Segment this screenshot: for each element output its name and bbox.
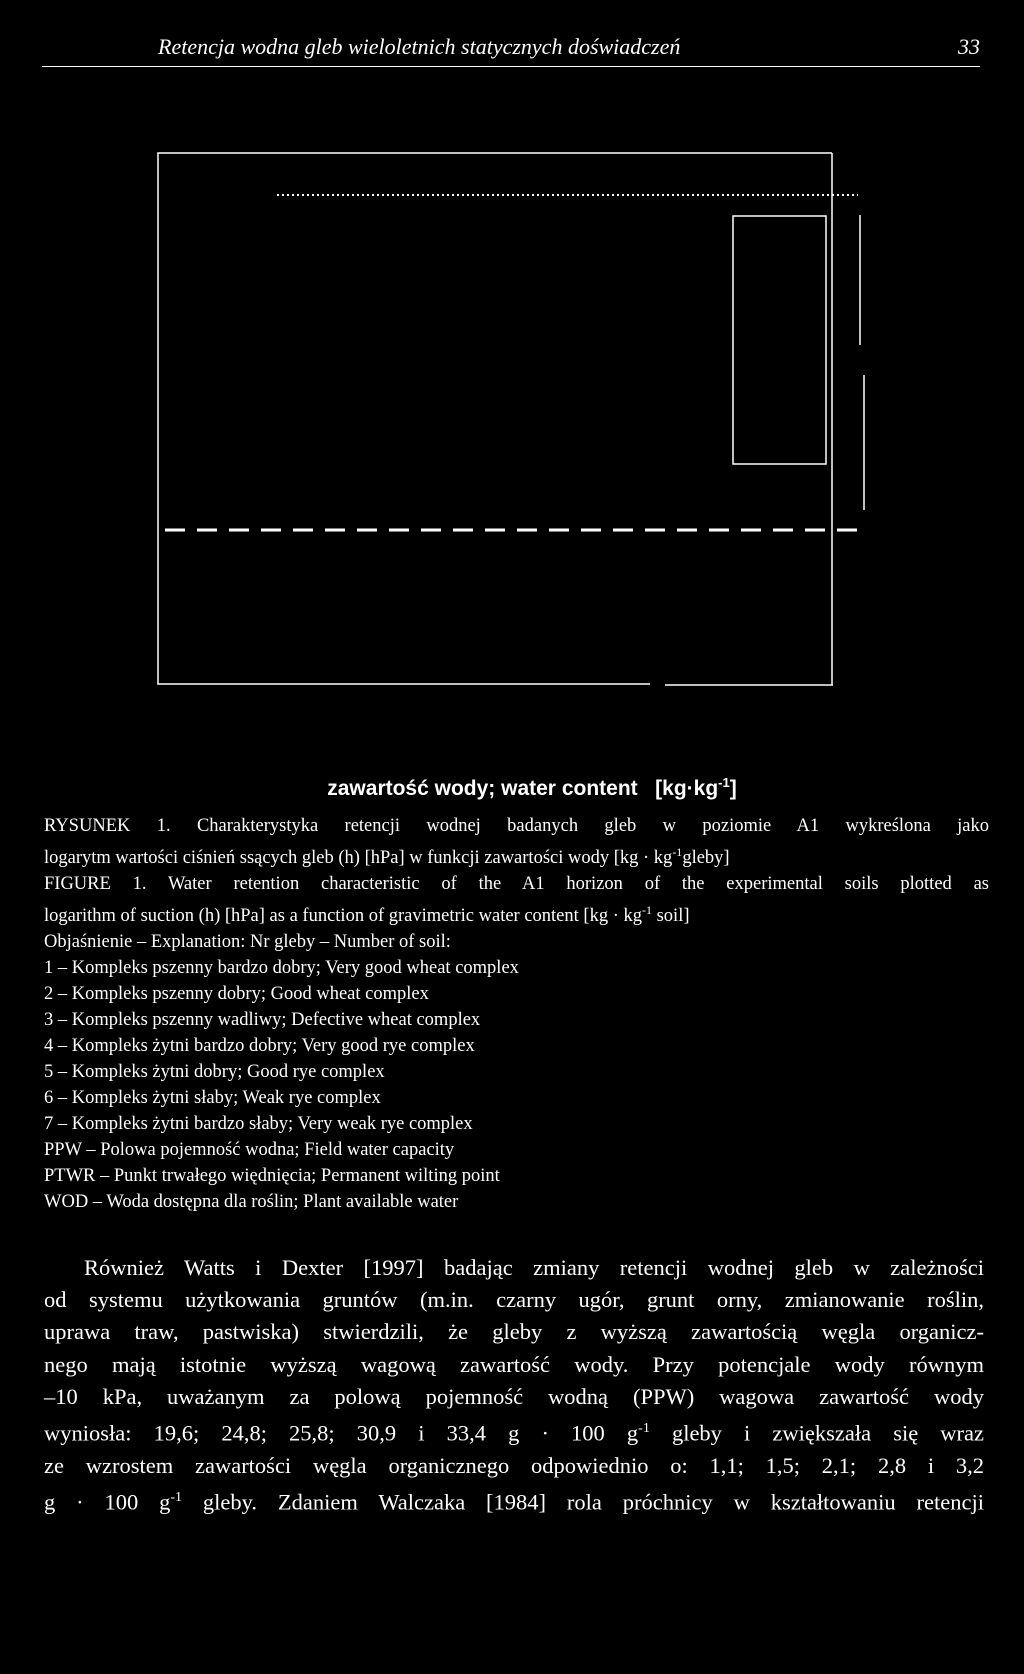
caption-rysunek-line1: RYSUNEK 1. Charakterystyka retencji wodnej badanych gleb w poziomie A1 wykreślona jako xyxy=(44,816,989,836)
body-line: wyniosła: 19,6; 24,8; 25,8; 30,9 i 33,4 g · 100 $g^{-1}$ gleby i zwiększała się wraz xyxy=(44,1420,985,1446)
body-line: ze wzrostem zawartości węgla organicznego odpowiednio o: 1,1; 1,5; 2,1; 2,8 i 3,2 xyxy=(44,1452,984,1478)
legend-item: PPW – Polowa pojemność wodna; Field water capacity xyxy=(44,1140,455,1161)
inner-rectangle xyxy=(733,216,826,464)
page-number: 33 xyxy=(958,34,980,59)
legend-item: 3 – Kompleks pszenny wadliwy; Defective wheat complex xyxy=(44,1010,481,1031)
legend-item: WOD – Woda dostępna dla roślin; Plant available water xyxy=(44,1192,459,1213)
body-line: nego mają istotnie wyższą wagową zawartość wody. Przy potencjale wody równym xyxy=(44,1351,984,1377)
body-line: uprawa traw, pastwiska) stwierdzili, że gleby z wyższą zawartością węgla organicz- xyxy=(44,1319,984,1345)
legend-item: 4 – Kompleks żytni bardzo dobry; Very good rye complex xyxy=(44,1036,475,1057)
caption-figure-line1: FIGURE 1. Water retention characteristic of the A1 horizon of the experimental soils plotted as xyxy=(44,874,989,895)
legend-item: 6 – Kompleks żytni słaby; Weak rye complex xyxy=(44,1088,381,1109)
legend-item: 7 – Kompleks żytni bardzo słaby; Very weak rye complex xyxy=(44,1114,473,1135)
legend xyxy=(44,955,989,1215)
running-title: Retencja wodna gleb wieloletnich statycznych doświadczeń xyxy=(158,34,681,59)
x-axis-label: zawartość wody; water content $[kg\cdot kg^{-1}]$ xyxy=(327,775,737,800)
figure-caption xyxy=(44,813,989,1215)
body-line: od systemu użytkowania gruntów (m.in. czarny ugór, grunt orny, zmianowanie roślin, xyxy=(44,1287,984,1313)
caption-figure-line2: logarithm of suction (h) [hPa] as a function of gravimetric water content [$kg \cdot kg^{-1}$ soil] xyxy=(44,903,690,927)
body-paragraph xyxy=(44,1252,984,1519)
caption-rysunek-line2: logarytm wartości ciśnień ssących gleb (h) [hPa] w funkcji zawartości wody $[kg \cdot kg^{-1}gleby]$ xyxy=(44,845,730,869)
legend-item: 2 – Kompleks pszenny dobry; Good wheat complex xyxy=(44,984,429,1005)
body-line: Również Watts i Dexter [1997] badając zmiany retencji wodnej gleb w zależności xyxy=(84,1255,984,1280)
legend-item: 5 – Kompleks żytni dobry; Good rye complex xyxy=(44,1062,385,1083)
figure-graphic xyxy=(0,0,1024,760)
legend-item: PTWR – Punkt trwałego więdnięcia; Permanent wilting point xyxy=(44,1166,500,1187)
caption-explanation: Objaśnienie – Explanation: Nr gleby – Number of soil: xyxy=(44,932,451,953)
figure-area xyxy=(0,0,1024,760)
body-line: –10 kPa, uważanym za polową pojemność wodną (PPW) wagowa zawartość wody xyxy=(44,1383,984,1409)
body-line: g · 100 $g^{-1}$ gleby. Zdaniem Walczaka [1984] rola próchnicy w kształtowaniu retencji xyxy=(44,1489,984,1515)
figure-frame xyxy=(158,153,832,684)
legend-item: 1 – Kompleks pszenny bardzo dobry; Very good wheat complex xyxy=(44,958,519,979)
